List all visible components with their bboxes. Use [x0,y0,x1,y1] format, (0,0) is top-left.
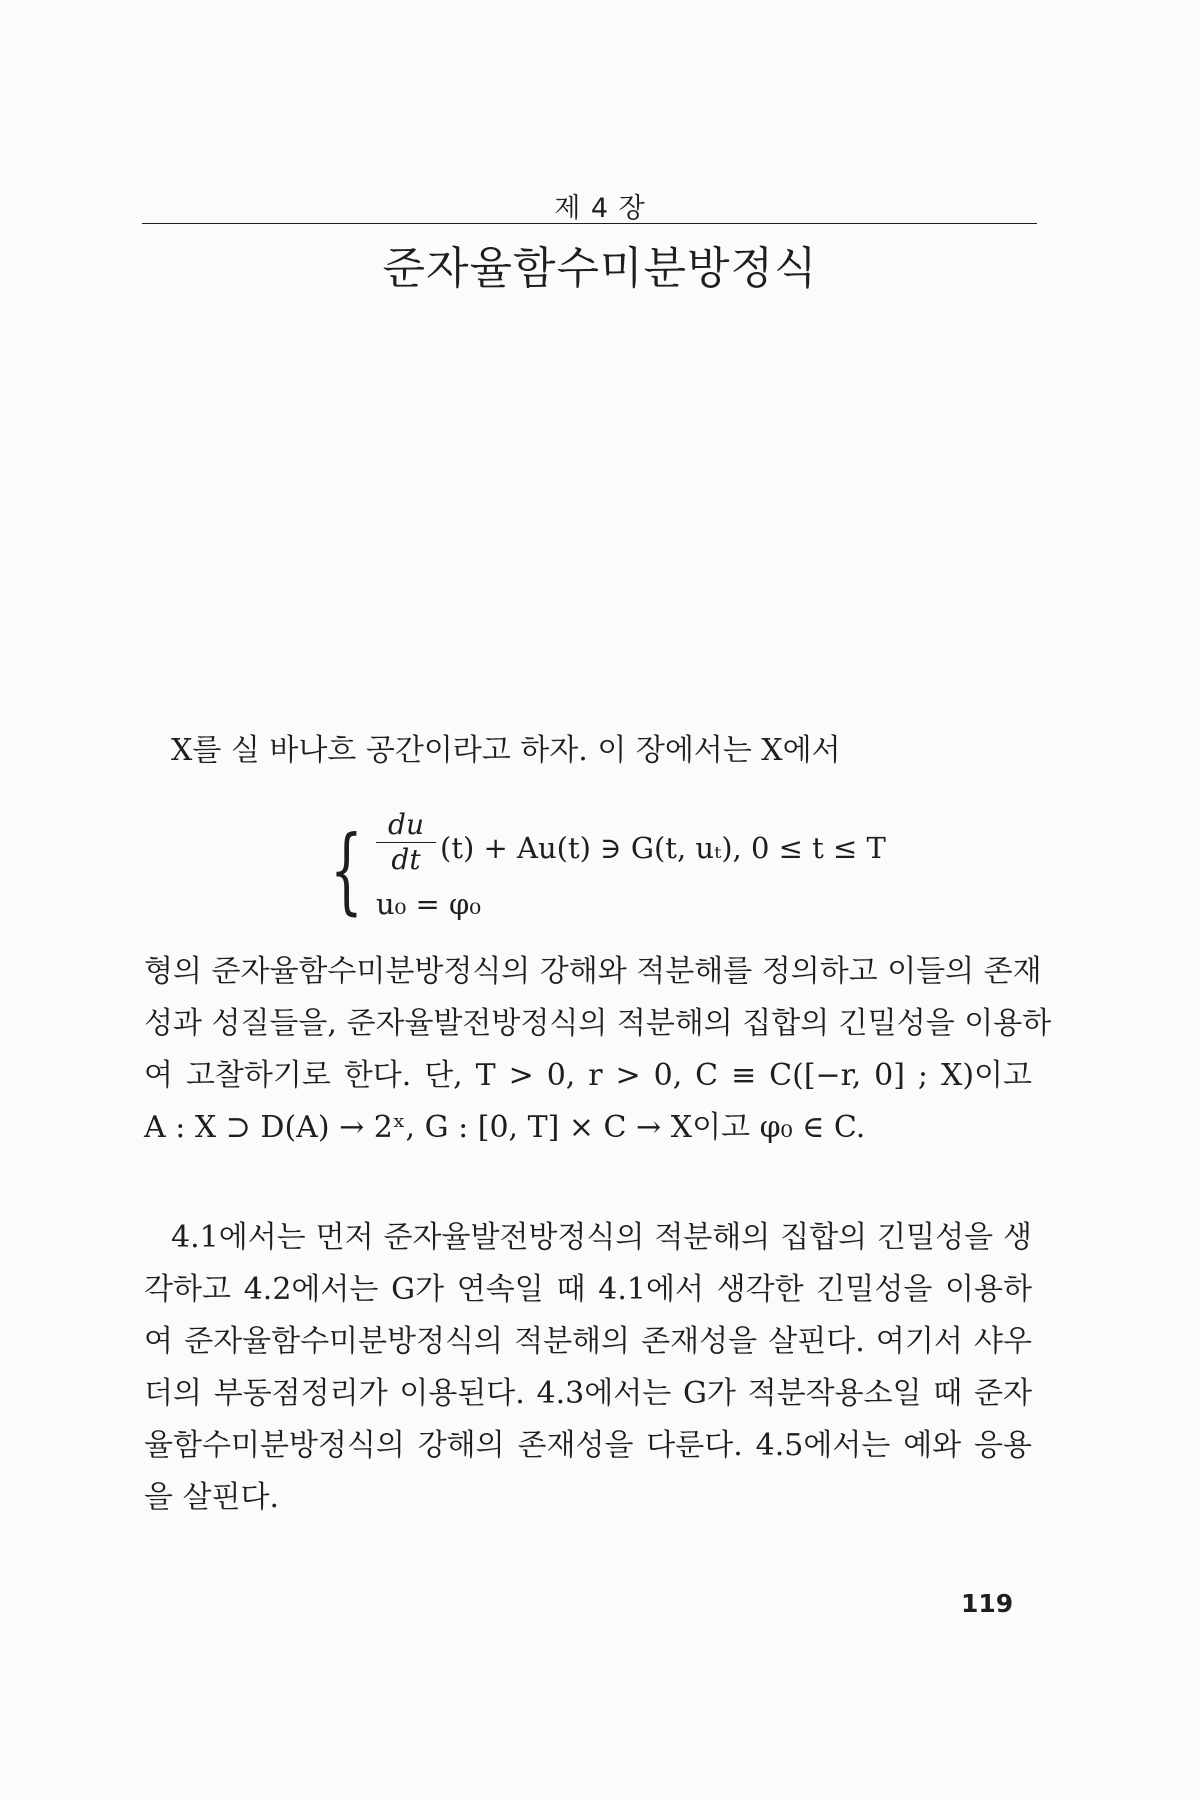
fraction-numerator: du [388,808,424,841]
chapter-label: 제 4 장 [554,193,646,224]
paragraph-1-line: 여 고찰하기로 한다. 단, T > 0, r > 0, C ≡ C([−r, 0] ; X)이고 [144,1058,1032,1093]
paragraph-2-line: 각하고 4.2에서는 G가 연속일 때 4.1에서 생각한 긴밀성을 이용하 [144,1272,1032,1307]
intro-line: X를 실 바나흐 공간이라고 하자. 이 장에서는 X에서 [171,733,841,768]
paragraph-2-line: 을 살핀다. [144,1480,279,1515]
chapter-title: 준자율함수미분방정식 [382,243,818,294]
paragraph-1-line: 성과 성질들을, 준자율발전방정식의 적분해의 집합의 긴밀성을 이용하 [144,1006,1052,1041]
paragraph-2-line: 4.1에서는 먼저 준자율발전방정식의 적분해의 집합의 긴밀성을 생 [171,1220,1032,1255]
paragraph-2-line: 율함수미분방정식의 강해의 존재성을 다룬다. 4.5에서는 예와 응용 [144,1428,1032,1463]
paragraph-2-line: 여 준자율함수미분방정식의 적분해의 존재성을 살핀다. 여기서 샤우 [144,1324,1032,1359]
fraction-denominator: dt [391,843,421,876]
equation-brace: { [330,816,363,925]
chapter-rule [142,223,1037,224]
paragraph-1-line: 형의 준자율함수미분방정식의 강해와 적분해를 정의하고 이들의 존재 [144,954,1042,989]
page-number: 119 [961,1589,1014,1618]
equation-line-2: u₀ = φ₀ [376,887,481,921]
equation-line-1: (t) + Au(t) ∋ G(t, uₜ), 0 ≤ t ≤ T [440,831,886,865]
equation-fraction [376,810,436,875]
paragraph-1-line: A : X ⊃ D(A) → 2ˣ, G : [0, T] × C → X이고 φ₀ ∈ C. [144,1110,866,1145]
paragraph-2-line: 더의 부동점정리가 이용된다. 4.3에서는 G가 적분작용소일 때 준자 [144,1376,1032,1411]
